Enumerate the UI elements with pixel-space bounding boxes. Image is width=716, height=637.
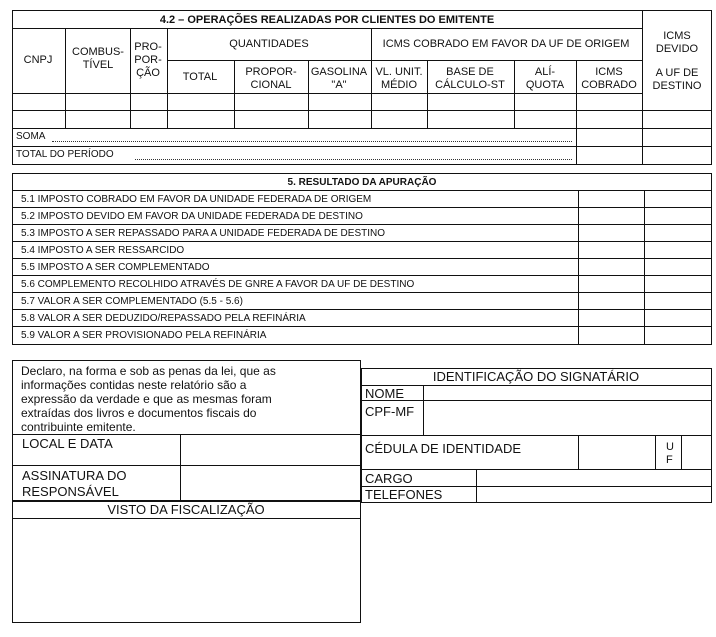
declaration-line: informações contidas neste relatório são a: [21, 378, 247, 392]
row-divider: [12, 207, 712, 208]
row-divider: [12, 128, 712, 129]
uf-label-2: F: [666, 454, 673, 466]
row-divider: [12, 275, 712, 276]
col-divider: [234, 60, 235, 128]
uf-label-1: U: [666, 441, 674, 453]
header-icms-devido-1: ICMS: [663, 30, 691, 42]
header-base-calculo-1: BASE DE: [446, 66, 494, 78]
header-base-calculo-2: CÁLCULO-ST: [435, 79, 505, 91]
header-proporcional-1: PROPOR-: [245, 66, 297, 78]
assinatura-label-2: RESPONSÁVEL: [22, 484, 119, 499]
row-divider: [12, 110, 712, 111]
cpf-label: CPF-MF: [365, 404, 415, 419]
row-divider: [12, 241, 712, 242]
header-icms-cobrado-2: COBRADO: [581, 79, 637, 91]
header-icms-devido-2: DEVIDO: [655, 43, 699, 55]
declaration-line: expressão da verdade e que as mesmas foram: [21, 392, 272, 406]
table-divider: [12, 28, 642, 29]
header-icms-group: ICMS COBRADO EM FAVOR DA UF DE ORIGEM: [382, 38, 630, 50]
resultado-item: 5.3 IMPOSTO A SER REPASSADO PARA A UNIDADE FEDERADA DE DESTINO: [21, 228, 385, 239]
row-divider: [12, 224, 712, 225]
col-divider: [681, 435, 682, 469]
header-proporcao-1: PRO-: [134, 41, 162, 53]
declaration-line: Declaro, na forma e sob as penas da lei, que as: [21, 364, 276, 378]
visto-fiscalizacao-label: VISTO DA FISCALIZAÇÃO: [107, 502, 265, 517]
col-divider: [65, 28, 66, 128]
row-divider: [361, 400, 712, 401]
col-divider: [642, 10, 643, 165]
header-cnpj: CNPJ: [23, 54, 53, 66]
row-divider: [12, 434, 361, 435]
header-icms-cobrado-1: ICMS: [595, 66, 623, 78]
row-divider: [12, 326, 712, 327]
col-divider: [371, 28, 372, 128]
row-divider: [361, 469, 712, 470]
assinatura-label-1: ASSINATURA DO: [22, 468, 127, 483]
header-aliquota-2: QUOTA: [525, 79, 565, 91]
resultado-item: 5.6 COMPLEMENTO RECOLHIDO ATRAVÉS DE GNRE A FAVOR DA UF DE DESTINO: [21, 279, 415, 290]
col-divider: [423, 385, 424, 435]
signatario-title: IDENTIFICAÇÃO DO SIGNATÁRIO: [432, 369, 640, 384]
resultado-item: 5.7 VALOR A SER COMPLEMENTADO (5.5 - 5.6): [21, 296, 243, 307]
section-4-title: 4.2 – OPERAÇÕES REALIZADAS POR CLIENTES DO EMITENTE: [159, 14, 495, 26]
header-vl-unit-2: MÉDIO: [380, 79, 418, 91]
row-divider: [12, 93, 642, 94]
resultado-item: 5.2 IMPOSTO DEVIDO EM FAVOR DA UNIDADE FEDERADA DE DESTINO: [21, 211, 363, 222]
row-divider: [12, 258, 712, 259]
soma-label: SOMA: [16, 131, 46, 142]
resultado-item: 5.4 IMPOSTO A SER RESSARCIDO: [21, 245, 185, 256]
soma-dotted-line: [52, 141, 572, 142]
col-divider: [655, 435, 656, 469]
visto-fiscalizacao-box: [12, 501, 361, 623]
total-dotted-line: [135, 159, 572, 160]
resultado-item: 5.8 VALOR A SER DEDUZIDO/REPASSADO PELA REFINÁRIA: [21, 313, 306, 324]
row-divider: [12, 518, 361, 519]
declaration-line: extraídas dos livros e documentos fiscais do: [21, 406, 257, 420]
header-combustivel-1: COMBUS-: [72, 46, 124, 58]
telefones-label: TELEFONES: [365, 487, 443, 502]
header-vl-unit-1: VL. UNIT.: [375, 66, 423, 78]
col-divider: [578, 190, 579, 345]
header-total: TOTAL: [182, 71, 218, 83]
row-divider: [361, 435, 712, 436]
col-divider: [514, 60, 515, 128]
col-divider: [180, 434, 181, 501]
col-divider: [308, 60, 309, 128]
col-divider: [644, 190, 645, 345]
section-5-title: 5. RESULTADO DA APURAÇÃO: [287, 177, 437, 188]
header-proporcao-2: POR-: [134, 54, 162, 66]
col-divider: [167, 28, 168, 128]
row-divider: [12, 465, 361, 466]
header-combustivel-2: TÍVEL: [82, 59, 114, 71]
cedula-label: CÉDULA DE IDENTIDADE: [365, 441, 522, 456]
row-divider: [12, 292, 712, 293]
header-quantidades: QUANTIDADES: [229, 38, 309, 50]
resultado-item: 5.5 IMPOSTO A SER COMPLEMENTADO: [21, 262, 210, 273]
header-proporcao-3: ÇÃO: [136, 67, 160, 79]
header-aliquota-1: ALÍ-: [534, 66, 556, 78]
row-divider: [12, 146, 712, 147]
header-icms-devido-4: DESTINO: [652, 80, 702, 92]
col-divider: [578, 435, 579, 469]
declaration-line: contribuinte emitente.: [21, 420, 136, 434]
row-divider: [12, 190, 712, 191]
col-divider: [130, 28, 131, 128]
total-periodo-label: TOTAL DO PERÍODO: [16, 149, 114, 160]
cargo-label: CARGO: [365, 471, 413, 486]
header-gasolina-1: GASOLINA: [310, 66, 368, 78]
row-divider: [361, 385, 712, 386]
nome-label: NOME: [365, 386, 404, 401]
header-gasolina-2: "A": [331, 79, 347, 91]
col-divider: [576, 60, 577, 165]
col-divider: [427, 60, 428, 128]
header-icms-devido-3: A UF DE: [655, 67, 699, 79]
header-proporcional-2: CIONAL: [250, 79, 292, 91]
col-divider: [476, 469, 477, 503]
resultado-item: 5.9 VALOR A SER PROVISIONADO PELA REFINÁRIA: [21, 330, 267, 341]
row-divider: [167, 60, 642, 61]
resultado-item: 5.1 IMPOSTO COBRADO EM FAVOR DA UNIDADE FEDERADA DE ORIGEM: [21, 194, 372, 205]
row-divider: [12, 309, 712, 310]
local-data-label: LOCAL E DATA: [22, 436, 113, 451]
